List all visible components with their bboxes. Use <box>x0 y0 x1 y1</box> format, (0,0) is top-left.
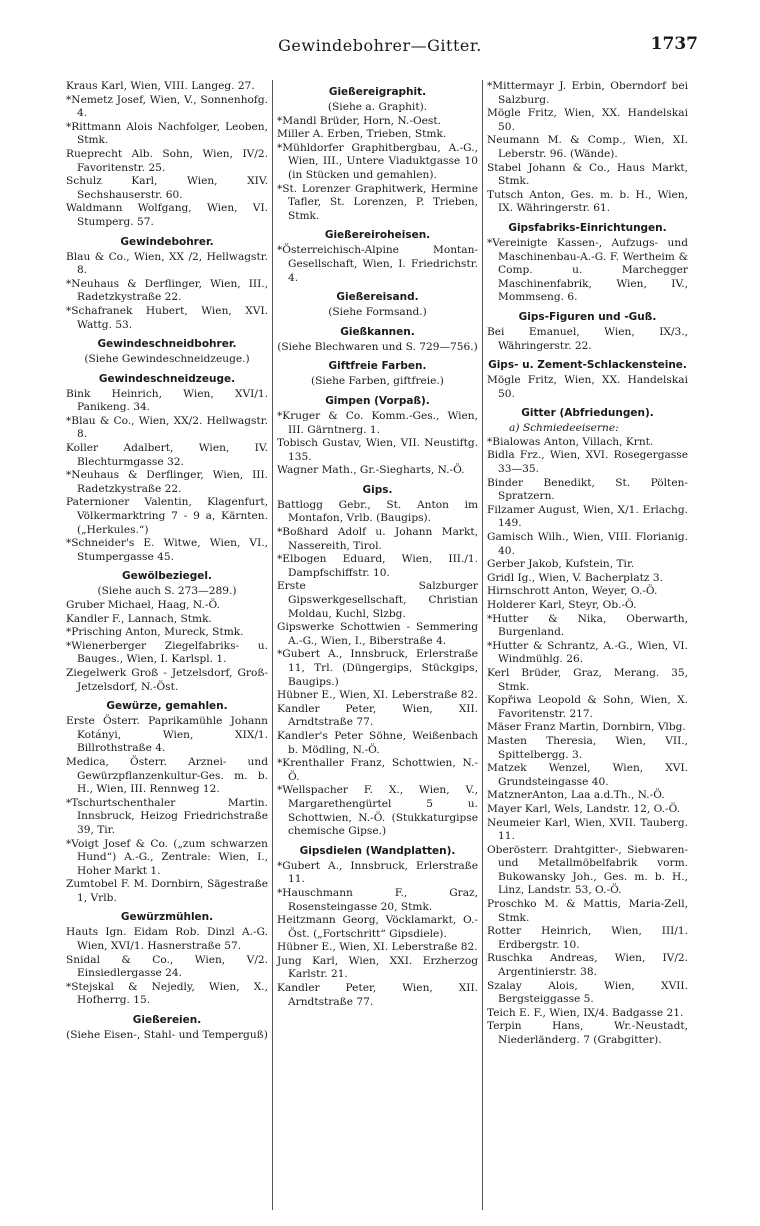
directory-entry: *Bialowas Anton, Villach, Krnt. <box>487 435 654 448</box>
directory-entry: *Vereinigte Kassen-, Aufzugs- und Maschinenbau-A.-G. F. Wertheim & Comp. u. Marchegger Maschinenfabrik, Wien, IV., Mommseng. 6. <box>487 236 688 304</box>
directory-entry: *Rittmann Alois Nachfolger, Leoben, Stmk. <box>66 120 268 147</box>
page-number: 1737 <box>650 34 698 54</box>
directory-entry: Bidla Frz., Wien, XVI. Rosegergasse 33—35. <box>487 449 688 476</box>
cross-reference: (Siehe Gewindeschneidzeuge.) <box>84 353 250 366</box>
directory-entry: *Stejskal & Nejedly, Wien, X., Hofherrg. 15. <box>66 980 268 1007</box>
column-middle <box>272 80 482 1210</box>
directory-entry: Kandler Peter, Wien, XII. Arndtstraße 77. <box>277 702 478 729</box>
directory-entry: Kerl Brüder, Graz, Merang. 35, Stmk. <box>487 666 688 693</box>
directory-entry: Hübner E., Wien, XI. Leberstraße 82. <box>277 689 478 702</box>
directory-entry: Teich E. F., Wien, IX/4. Badgasse 21. <box>487 1006 684 1019</box>
section-heading: Gewindeschneidbohrer. <box>97 338 237 351</box>
directory-entry: *Elbogen Eduard, Wien, III./1. Dampfschiffstr. 10. <box>277 553 478 579</box>
directory-entry: Tobisch Gustav, Wien, VII. Neustiftg. 135. <box>277 437 478 463</box>
directory-entry: *Wienerberger Ziegelfabriks- u. Bauges., Wien, I. Karlspl. 1. <box>66 639 268 666</box>
directory-entry: *Österreichisch-Alpine Montan-Gesellschaft, Wien, I. Friedrichstr. 4. <box>277 244 478 284</box>
directory-entry: Mayer Karl, Wels, Landstr. 12, O.-Ö. <box>487 802 681 815</box>
cross-reference: (Siehe Blechwaren und S. 729—756.) <box>277 340 478 353</box>
section-heading: Giftfreie Farben. <box>328 360 427 373</box>
directory-entry: Holderer Karl, Steyr, Ob.-Ö. <box>487 599 637 611</box>
directory-entry: Erste Österr. Paprikamühle Johann Kotányi, Wien, XIX/1. Billrothstraße 4. <box>66 715 268 755</box>
directory-entry: Miller A. Erben, Trieben, Stmk. <box>277 128 447 141</box>
directory-entry: Szalay Alois, Wien, XVII. Bergsteiggasse 5. <box>487 979 688 1006</box>
directory-entry: Waldmann Wolfgang, Wien, VI. Stumperg. 57. <box>66 202 268 228</box>
directory-entry: Matzek Wenzel, Wien, XVI. Grundsteingasse 40. <box>487 762 688 788</box>
directory-entry: Gipswerke Schottwien - Semmering A.-G., Wien, I., Biberstraße 4. <box>277 621 478 647</box>
section-heading: Gips. <box>362 483 393 496</box>
directory-entry: Proschko M. & Mattis, Maria-Zell, Stmk. <box>487 898 688 924</box>
directory-entry: Ruschka Andreas, Wien, IV/2. Argentinierstr. 38. <box>487 952 688 979</box>
section-heading: Gießereien. <box>132 1014 202 1027</box>
directory-entry: Rotter Heinrich, Wien, III/1. Erdbergstr. 10. <box>487 925 688 951</box>
directory-entry: *Boßhard Adolf u. Johann Markt, Nassereith, Tirol. <box>277 526 478 552</box>
directory-entry: Kraus Karl, Wien, VIII. Langeg. 27. <box>66 80 255 92</box>
directory-entry: Bink Heinrich, Wien, XVI/1. Panikeng. 34. <box>66 387 268 414</box>
cross-reference: (Siehe auch S. 273—289.) <box>97 585 237 598</box>
directory-entry: Ziegelwerk Groß - Jetzelsdorf, Groß-Jetzelsdorf, N.-Öst. <box>66 666 268 693</box>
directory-entry: Kandler F., Lannach, Stmk. <box>66 612 212 625</box>
section-heading: Gips-Figuren und -Guß. <box>518 310 657 323</box>
column-left <box>62 80 272 1210</box>
directory-entry: *Wellspacher F. X., Wien, V., Margarethengürtel 5 u. Schottwien, N.-Ö. (Stukkaturgipse chemische Gipse.) <box>277 784 478 838</box>
subsection-label: a) Schmiedeeiserne: <box>509 422 619 435</box>
directory-entry: MatznerAnton, Laa a.d.Th., N.-Ö. <box>487 789 665 802</box>
directory-entry: Heitzmann Georg, Vöcklamarkt, O.-Öst. („Fortschritt“ Gipsdiele). <box>277 914 478 940</box>
directory-entry: Hirnschrott Anton, Weyer, O.-Ö. <box>487 585 658 598</box>
directory-entry: *Gubert A., Innsbruck, Erlerstraße 11, Trl. (Düngergips, Stückgips, Baugips.) <box>277 648 478 688</box>
section-heading: Gipsfabriks-Einrichtungen. <box>508 221 667 234</box>
directory-entry: Gridl Ig., Wien, V. Bacherplatz 3. <box>487 571 663 584</box>
section-heading: Gießereigraphit. <box>328 86 427 98</box>
directory-entry: *Nemetz Josef, Wien, V., Sonnenhofg. 4. <box>66 93 268 120</box>
section-heading: Gewölbeziegel. <box>122 570 212 583</box>
directory-entry: Hübner E., Wien, XI. Leberstraße 82. <box>277 941 478 954</box>
directory-entry: Neumeier Karl, Wien, XVII. Tauberg. 11. <box>487 816 688 843</box>
directory-entry: Oberösterr. Drahtgitter-, Siebwaren- und Metallmöbelfabrik vorm. Bukowansky Joh., Ges. m. b. H., Linz, Landstr. 53, O.-Ö. <box>487 843 688 897</box>
cross-reference: (Siehe a. Graphit). <box>327 101 428 113</box>
directory-entry: *Neuhaus & Derflinger, Wien, III. Radetzkystraße 22. <box>66 469 268 495</box>
directory-entry: Gruber Michael, Haag, N.-Ö. <box>66 599 220 611</box>
directory-entry: *Prisching Anton, Mureck, Stmk. <box>66 626 244 639</box>
section-heading: Gipsdielen (Wandplatten). <box>299 844 456 857</box>
section-heading: Gips- u. Zement-Schlackensteine. <box>488 359 687 372</box>
directory-entry: *Mittermayr J. Erbin, Oberndorf bei Salzburg. <box>487 80 688 106</box>
directory-entry: *Schneider's E. Witwe, Wien, VI., Stumpergasse 45. <box>66 537 268 563</box>
directory-entry: Snidal & Co., Wien, V/2. Einsiedlergasse 24. <box>66 953 268 980</box>
columns <box>62 80 692 1210</box>
directory-entry: Neumann M. & Comp., Wien, XI. Leberstr. 96. (Wände). <box>487 134 688 160</box>
directory-entry: *Blau & Co., Wien, XX/2. Hellwagstr. 8. <box>66 414 268 441</box>
section-heading: Gießereiroheisen. <box>324 229 431 242</box>
directory-entry: Gamisch Wilh., Wien, VIII. Florianig. 40. <box>487 531 688 557</box>
cross-reference: (Siehe Formsand.) <box>328 306 427 319</box>
directory-entry: *Mühldorfer Graphitbergbau, A.-G., Wien, III., Untere Viaduktgasse 10 (in Stücken und gemahlen). <box>277 141 478 181</box>
directory-entry: *Hutter & Nika, Oberwarth, Burgenland. <box>487 612 688 639</box>
directory-entry: Mögle Fritz, Wien, XX. Handelskai 50. <box>487 107 688 133</box>
directory-entry: Jung Karl, Wien, XXI. Erzherzog Karlstr. 21. <box>277 954 478 981</box>
directory-entry: Medica, Österr. Arznei- und Gewürzpflanzenkultur-Ges. m. b. H., Wien, III. Rennweg 12. <box>66 755 268 796</box>
directory-entry: Binder Benedikt, St. Pölten-Spratzern. <box>487 476 688 503</box>
directory-entry: Paternioner Valentin, Klagenfurt, Völkermarktring 7 - 9 a, Kärnten. („Herkules.“) <box>66 496 268 536</box>
directory-entry: Zumtobel F. M. Dornbirn, Sägestraße 1, Vrlb. <box>66 878 268 904</box>
directory-entry: Stabel Johann & Co., Haus Markt, Stmk. <box>487 161 688 188</box>
column-right <box>482 80 692 1210</box>
directory-entry: Kopřiwa Leopold & Sohn, Wien, X. Favoritenstr. 217. <box>487 694 688 720</box>
directory-entry: Masten Theresia, Wien, VII., Spittelbergg. 3. <box>487 734 688 761</box>
directory-entry: Koller Adalbert, Wien, IV. Blechturmgasse 32. <box>66 442 268 468</box>
directory-entry: *Hutter & Schrantz, A.-G., Wien, VI. Windmühlg. 26. <box>487 639 688 666</box>
section-heading: Gewindebohrer. <box>120 235 214 248</box>
section-heading: Gießkannen. <box>340 325 415 338</box>
cross-reference: (Siehe Farben, giftfreie.) <box>311 375 444 388</box>
section-heading: Gitter (Abfriedungen). <box>521 407 654 420</box>
cross-reference: (Siehe Eisen-, Stahl- und Temperguß) <box>66 1029 268 1042</box>
directory-entry: *Voigt Josef & Co. („zum schwarzen Hund“) A.-G., Zentrale: Wien, I., Hoher Markt 1. <box>66 837 268 877</box>
directory-entry: Schulz Karl, Wien, XIV. Sechshauserstr. 60. <box>66 175 268 201</box>
directory-entry: Gerber Jakob, Kufstein, Tir. <box>487 558 635 571</box>
directory-entry: *Gubert A., Innsbruck, Erlerstraße 11. <box>277 859 478 886</box>
directory-entry: Kandler Peter, Wien, XII. Arndtstraße 77. <box>277 982 478 1008</box>
directory-entry: Kandler's Peter Söhne, Weißenbach b. Mödling, N.-Ö. <box>277 729 478 756</box>
directory-entry: Wagner Math., Gr.-Siegharts, N.-Ö. <box>277 464 465 477</box>
section-heading: Gewindeschneidzeuge. <box>98 372 236 385</box>
page-title: Gewindebohrer—Gitter. <box>278 36 482 55</box>
directory-entry: *Hauschmann F., Graz, Rosensteingasse 20, Stmk. <box>277 886 478 913</box>
directory-entry: Bei Emanuel, Wien, IX/3., Währingerstr. 22. <box>487 325 688 352</box>
directory-entry: Terpin Hans, Wr.-Neustadt, Niederländerg. 7 (Grabgitter). <box>487 1020 688 1046</box>
directory-entry: Tutsch Anton, Ges. m. b. H., Wien, IX. Währingerstr. 61. <box>487 188 688 215</box>
directory-entry: Battlogg Gebr., St. Anton im Montafon, Vrlb. (Baugips). <box>277 498 478 525</box>
directory-entry: Mögle Fritz, Wien, XX. Handelskai 50. <box>487 374 688 400</box>
directory-entry: *Mandl Brüder, Horn, N.-Oest. <box>277 114 441 127</box>
directory-entry: *Neuhaus & Derflinger, Wien, III., Radetzkystraße 22. <box>66 277 268 304</box>
directory-entry: *Kruger & Co. Komm.-Ges., Wien, III. Gärntnerg. 1. <box>277 409 478 436</box>
section-heading: Gimpen (Vorpaß). <box>325 394 430 407</box>
directory-entry: *St. Lorenzer Graphitwerk, Hermine Tafler, St. Lorenzen, P. Trieben, Stmk. <box>277 182 478 222</box>
directory-entry: *Schafranek Hubert, Wien, XVI. Wattg. 53. <box>66 304 268 331</box>
section-heading: Gießereisand. <box>336 291 419 304</box>
directory-entry: *Krenthaller Franz, Schottwien, N.-Ö. <box>277 757 478 783</box>
directory-entry: Mäser Franz Martin, Dornbirn, Vlbg. <box>487 721 686 734</box>
directory-entry: Erste Salzburger Gipswerkgesellschaft, Christian Moldau, Kuchl, Slzbg. <box>277 580 478 620</box>
directory-entry: Hauts Ign. Eidam Rob. Dinzl A.-G. Wien, XVI/1. Hasnerstraße 57. <box>66 926 268 953</box>
directory-entry: Blau & Co., Wien, XX /2, Hellwagstr. 8. <box>66 250 268 277</box>
directory-entry: *Tschurtschenthaler Martin. Innsbruck, Heizog Friedrichstraße 39, Tir. <box>66 796 268 836</box>
section-heading: Gewürzmühlen. <box>120 911 214 924</box>
directory-entry: Rueprecht Alb. Sohn, Wien, IV/2. Favoritenstr. 25. <box>66 147 268 174</box>
section-heading: Gewürze, gemahlen. <box>106 700 228 713</box>
directory-entry: Filzamer August, Wien, X/1. Erlachg. 149. <box>487 503 688 530</box>
